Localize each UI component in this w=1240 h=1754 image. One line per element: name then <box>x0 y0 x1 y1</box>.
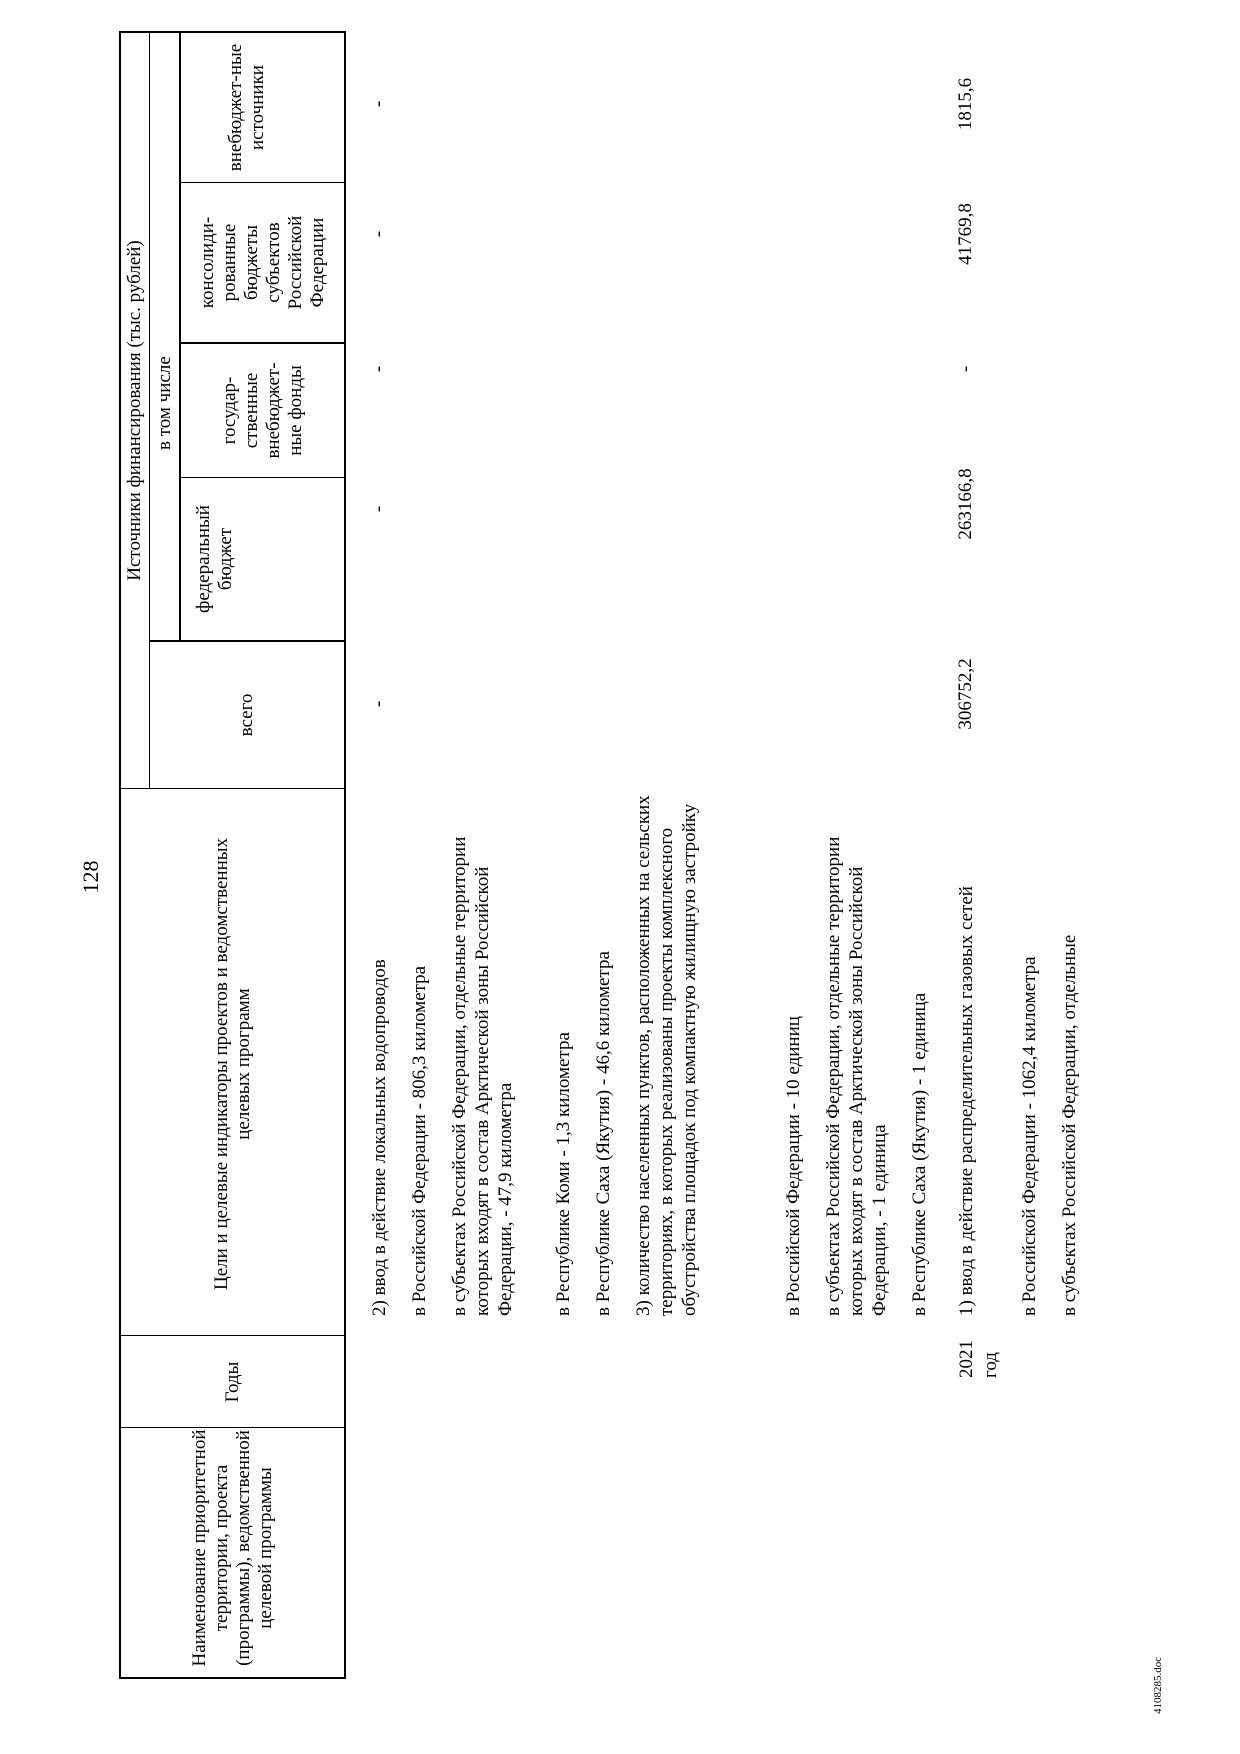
footer-filename: 4108285.doc <box>1152 1656 1164 1714</box>
goal-line: в Российской Федерации - 806,3 километра <box>409 965 430 1316</box>
header-federal-column: федеральный бюджет <box>193 505 236 613</box>
header-extrabudget-column: внебюджет-ные источники <box>225 43 268 172</box>
goal-line: в Республике Саха (Якутия) - 46,6 километра <box>593 951 614 1316</box>
table-left-border <box>119 1677 346 1679</box>
goal-line: 2) ввод в действие локальных водопроводов <box>369 959 390 1316</box>
years-goals-divider <box>119 1335 346 1336</box>
goals-sources-divider <box>119 788 346 789</box>
cell-regional: - <box>368 230 389 238</box>
goal-line: в Российской Федерации - 10 единиц <box>783 1016 804 1316</box>
header-bottom-border <box>344 33 346 1679</box>
page-number: 128 <box>78 860 103 894</box>
cell-federal: - <box>368 505 389 513</box>
cell-extrabudget: 1815,6 <box>955 77 976 131</box>
cell-state-funds: - <box>955 365 976 373</box>
header-years-column: Годы <box>222 1361 243 1403</box>
cell-total: - <box>368 700 389 708</box>
cell-extrabudget: - <box>368 100 389 108</box>
goal-line: в Российской Федерации - 1062,4 километра <box>1019 956 1040 1316</box>
cell-year: 2021 год <box>956 1340 1001 1378</box>
cell-state-funds: - <box>368 365 389 373</box>
header-total-column: всего <box>236 693 257 737</box>
goal-line: 1) ввод в действие распределительных газовых сетей <box>956 886 977 1316</box>
header-including-group: в том числе <box>153 356 175 450</box>
header-sources-group: Источники финансирования (тыс. рублей) <box>123 240 145 581</box>
goal-line: в Республике Саха (Якутия) - 1 единица <box>909 992 930 1316</box>
header-regional-column: консолиди-рованные бюджеты субъектов Российской Федерации <box>196 215 328 310</box>
cell-regional: 41769,8 <box>955 203 976 265</box>
cell-total: 306752,2 <box>955 658 976 730</box>
goal-line: в субъектах Российской Федерации, отдельные территории которых входят в состав Арктической зоны Российской Федерации, - 47,9 километра <box>449 836 516 1316</box>
goal-line: в Республике Коми - 1,3 километра <box>553 1032 574 1316</box>
header-goals-column: Цели и целевые индикаторы проектов и ведомственных целевых программ <box>211 837 254 1291</box>
header-name-column: Наименование приоритетной территории, проекта (программы), ведомственной целевой программы <box>189 1429 276 1667</box>
goal-line: в субъектах Российской Федерации, отдельные <box>1059 934 1080 1316</box>
goal-line: в субъектах Российской Федерации, отдельные территории которых входят в состав Арктической зоны Российской Федерации, - 1 единица <box>823 836 890 1316</box>
cell-federal: 263166,8 <box>955 468 976 540</box>
goal-line: 3) количество населенных пунктов, расположенных на сельских территориях, в которых реализованы проекты комплексного обустройства площадок под компактную жилищную застройку <box>633 795 700 1316</box>
header-state-funds-column: государ-ственные внебюджет-ные фонды <box>218 362 306 459</box>
